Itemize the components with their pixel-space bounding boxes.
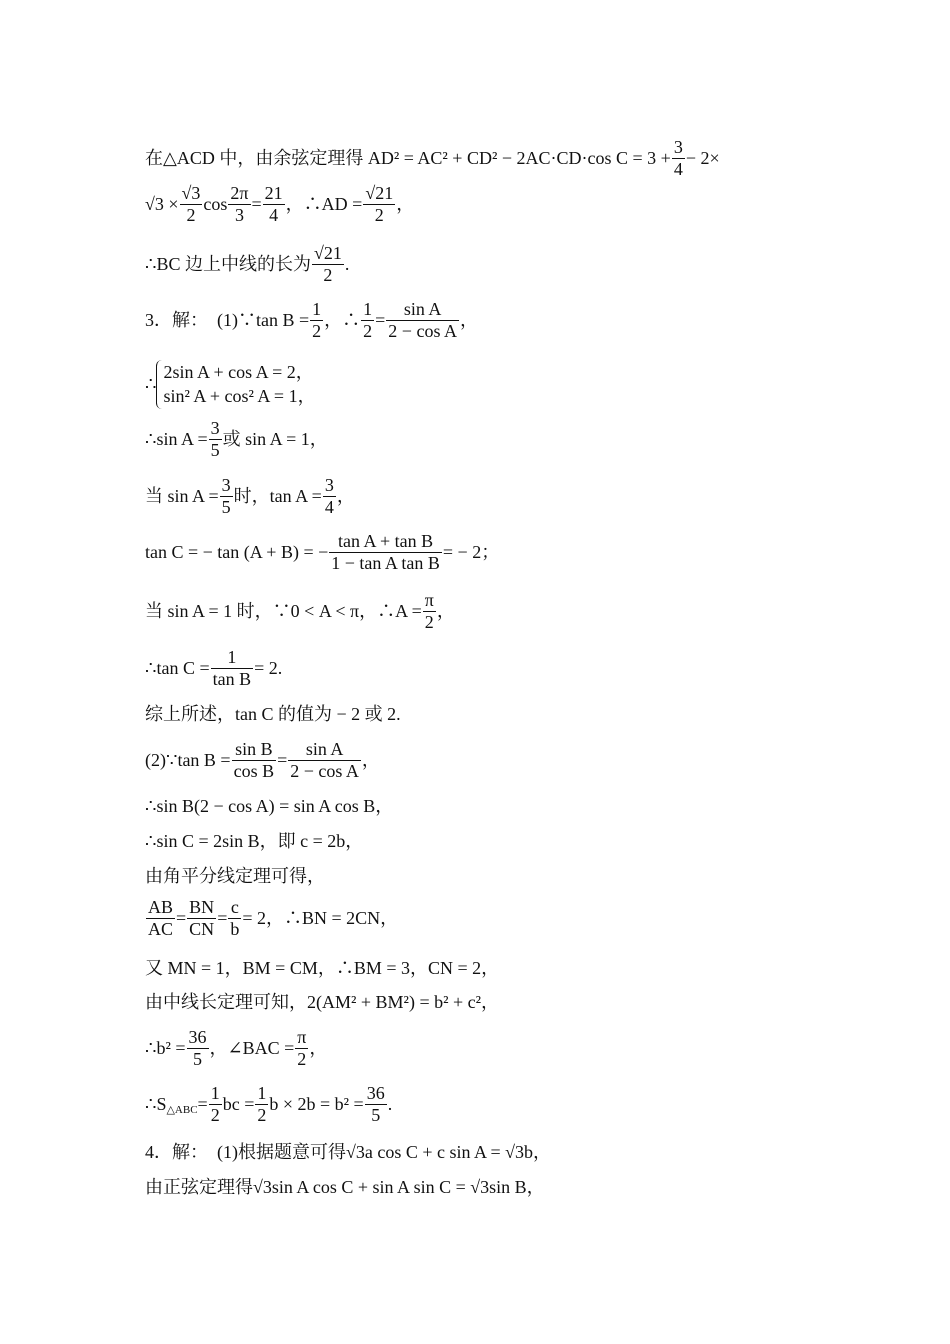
text-run: = <box>197 1094 208 1115</box>
text-run: ∴sin B(2 − cos A) = sin A cos B， <box>145 795 394 816</box>
math-line <box>145 991 499 1011</box>
fraction-numerator: √3 <box>181 183 201 203</box>
fraction-numerator: BN <box>189 897 215 917</box>
fraction-denominator: 2 <box>363 320 373 341</box>
text-run: 当 sin A = 1 时，∵0 < A < π，∴A = <box>145 601 422 622</box>
text-run: ∴tan C = <box>145 658 210 679</box>
math-line <box>145 137 720 179</box>
fraction-numerator: 1 <box>363 299 373 319</box>
subscript: △ABC <box>166 1103 198 1116</box>
fraction-denominator: 4 <box>269 204 279 225</box>
text-run: ∴sin A = <box>145 429 208 450</box>
fraction-denominator: 2 <box>297 1048 307 1069</box>
text-run: ， <box>436 601 455 622</box>
fraction-numerator: 3 <box>221 475 231 495</box>
math-line <box>145 865 325 885</box>
fraction <box>312 243 344 285</box>
text-run: ， <box>336 486 355 507</box>
math-line <box>145 957 499 977</box>
fraction-numerator: 3 <box>324 475 334 495</box>
fraction-denominator: 2 − cos A <box>290 760 359 781</box>
math-line <box>145 183 414 225</box>
text-run: 3．解： (1)∵tan B = <box>145 310 310 331</box>
fraction-denominator: 4 <box>324 496 334 517</box>
fraction-denominator: 1 − tan A tan B <box>331 552 440 573</box>
math-line <box>145 897 398 939</box>
fraction-numerator: c <box>228 897 241 919</box>
fraction <box>146 897 175 939</box>
math-line <box>145 299 478 341</box>
fraction-numerator: sin A <box>288 739 361 761</box>
fraction-numerator: π <box>424 590 434 610</box>
fraction-denominator: tan B <box>212 668 252 689</box>
fraction <box>228 897 241 939</box>
fraction-numerator: AB <box>148 897 174 917</box>
text-run: ∴ <box>145 374 157 395</box>
text-run: ，∠BAC = <box>209 1038 295 1059</box>
fraction-numerator: 1 <box>257 1083 267 1103</box>
text-run: ∴b² = <box>145 1038 186 1059</box>
fraction <box>288 739 361 781</box>
text-run: . <box>344 254 350 275</box>
fraction-numerator: 36 <box>366 1083 385 1103</box>
fraction <box>363 183 395 225</box>
fraction <box>329 531 442 573</box>
fraction-numerator: sin B <box>232 739 277 761</box>
fraction-denominator: 2 <box>257 1104 267 1125</box>
fraction <box>228 183 250 225</box>
text-run: ∴S <box>145 1094 167 1115</box>
text-run: = <box>176 908 187 929</box>
fraction <box>672 137 685 179</box>
fraction-denominator: 2 <box>323 264 333 285</box>
math-line <box>145 531 499 573</box>
fraction <box>295 1027 308 1069</box>
text-run: 时，tan A = <box>233 486 322 507</box>
fraction-denominator: 2 <box>312 320 322 341</box>
math-line <box>145 418 328 460</box>
fraction-denominator: 3 <box>234 204 244 225</box>
text-run: ，∴AD = <box>285 194 363 215</box>
text-run: = 2，∴BN = 2CN， <box>242 908 399 929</box>
fraction <box>211 647 254 689</box>
math-line <box>145 830 363 850</box>
text-run: . <box>387 1094 393 1115</box>
math-line <box>145 739 380 781</box>
text-run: b × 2b = b² = <box>269 1094 364 1115</box>
math-line <box>145 1027 327 1069</box>
fraction <box>232 739 277 781</box>
fraction <box>187 897 216 939</box>
text-run: ， <box>459 310 478 331</box>
text-run: = <box>217 908 228 929</box>
math-line <box>145 647 282 689</box>
math-line <box>145 703 401 723</box>
fraction <box>310 299 323 341</box>
fraction-numerator: 1 <box>211 647 254 669</box>
fraction-numerator: 3 <box>673 137 683 157</box>
fraction-denominator: CN <box>189 918 215 939</box>
fraction <box>323 475 336 517</box>
fraction-numerator: 2π <box>230 183 249 203</box>
text-run: 当 sin A = <box>145 486 219 507</box>
text-run: = − 2； <box>442 542 500 563</box>
text-run: ， <box>309 1038 328 1059</box>
text-run: 综上所述，tan C 的值为 − 2 或 2. <box>145 703 401 724</box>
text-run: 4．解： (1)根据题意可得√3a cos C + c sin A = √3b， <box>145 1141 552 1162</box>
fraction-denominator: 2 <box>210 1104 220 1125</box>
fraction <box>263 183 285 225</box>
text-run: 或 sin A = 1， <box>222 429 328 450</box>
equation-row: sin² A + cos² A = 1， <box>163 386 316 407</box>
text-run: 由正弦定理得√3sin A cos C + sin A sin C = √3sin B， <box>145 1176 545 1197</box>
text-run: 又 MN = 1，BM = CM，∴BM = 3，CN = 2， <box>145 957 500 978</box>
text-run: √3 × <box>145 194 179 215</box>
math-line <box>145 795 393 815</box>
fraction-denominator: b <box>230 918 240 939</box>
text-run: tan C = − tan (A + B) = − <box>145 542 329 563</box>
fraction <box>386 299 459 341</box>
equation-row: 2sin A + cos A = 2， <box>163 362 314 382</box>
fraction-denominator: 2 − cos A <box>388 320 457 341</box>
math-line <box>145 1141 551 1161</box>
fraction-denominator: 5 <box>371 1104 381 1125</box>
fraction-denominator: 2 <box>424 611 434 632</box>
fraction <box>209 1083 222 1125</box>
fraction <box>220 475 233 517</box>
text-run: 在△ACD 中，由余弦定理得 AD² = AC² + CD² − 2AC·CD·cos C = 3 + <box>145 148 671 169</box>
fraction-numerator: 36 <box>188 1027 207 1047</box>
fraction-denominator: AC <box>148 918 174 939</box>
text-run: (2)∵tan B = <box>145 750 231 771</box>
equation-system <box>156 360 315 409</box>
fraction-denominator: 4 <box>673 158 683 179</box>
text-run: 由中线长定理可知，2(AM² + BM²) = b² + c²， <box>145 991 500 1012</box>
fraction-denominator: 5 <box>221 496 231 517</box>
math-line <box>145 475 355 517</box>
fraction-numerator: 21 <box>264 183 283 203</box>
fraction <box>255 1083 268 1125</box>
math-line <box>145 1176 545 1196</box>
text-run: = <box>277 750 288 771</box>
text-run: = <box>251 194 262 215</box>
fraction-numerator: 3 <box>210 418 220 438</box>
fraction-numerator: tan A + tan B <box>329 531 442 553</box>
text-run: ， <box>361 750 380 771</box>
fraction-numerator: 1 <box>312 299 322 319</box>
text-run: = 2. <box>254 658 283 679</box>
text-run: ∴sin C = 2sin B，即 c = 2b， <box>145 830 364 851</box>
fraction <box>365 1083 387 1125</box>
fraction <box>361 299 374 341</box>
math-line <box>145 243 349 285</box>
fraction <box>209 418 222 460</box>
fraction <box>423 590 436 632</box>
text-run: ， <box>396 194 415 215</box>
math-line <box>145 360 316 409</box>
text-run: = <box>375 310 386 331</box>
fraction <box>187 1027 209 1069</box>
fraction-denominator: 5 <box>210 439 220 460</box>
fraction-numerator: √21 <box>313 243 342 263</box>
text-run: 由角平分线定理可得， <box>145 865 325 886</box>
text-run: ∴BC 边上中线的长为 <box>145 254 311 275</box>
text-run: − 2× <box>685 148 720 169</box>
fraction <box>180 183 203 225</box>
fraction-numerator: π <box>297 1027 307 1047</box>
fraction-denominator: 2 <box>374 204 384 225</box>
fraction-numerator: sin A <box>386 299 459 321</box>
math-line <box>145 1083 392 1125</box>
text-run: ，∴ <box>324 310 361 331</box>
text-run: cos <box>203 194 228 215</box>
fraction-denominator: cos B <box>233 760 275 781</box>
fraction-denominator: 2 <box>186 204 196 225</box>
fraction-numerator: √21 <box>365 183 394 203</box>
fraction-denominator: 5 <box>193 1048 202 1069</box>
fraction-numerator: 1 <box>210 1083 220 1103</box>
math-line <box>145 590 455 632</box>
text-run: bc = <box>222 1094 255 1115</box>
